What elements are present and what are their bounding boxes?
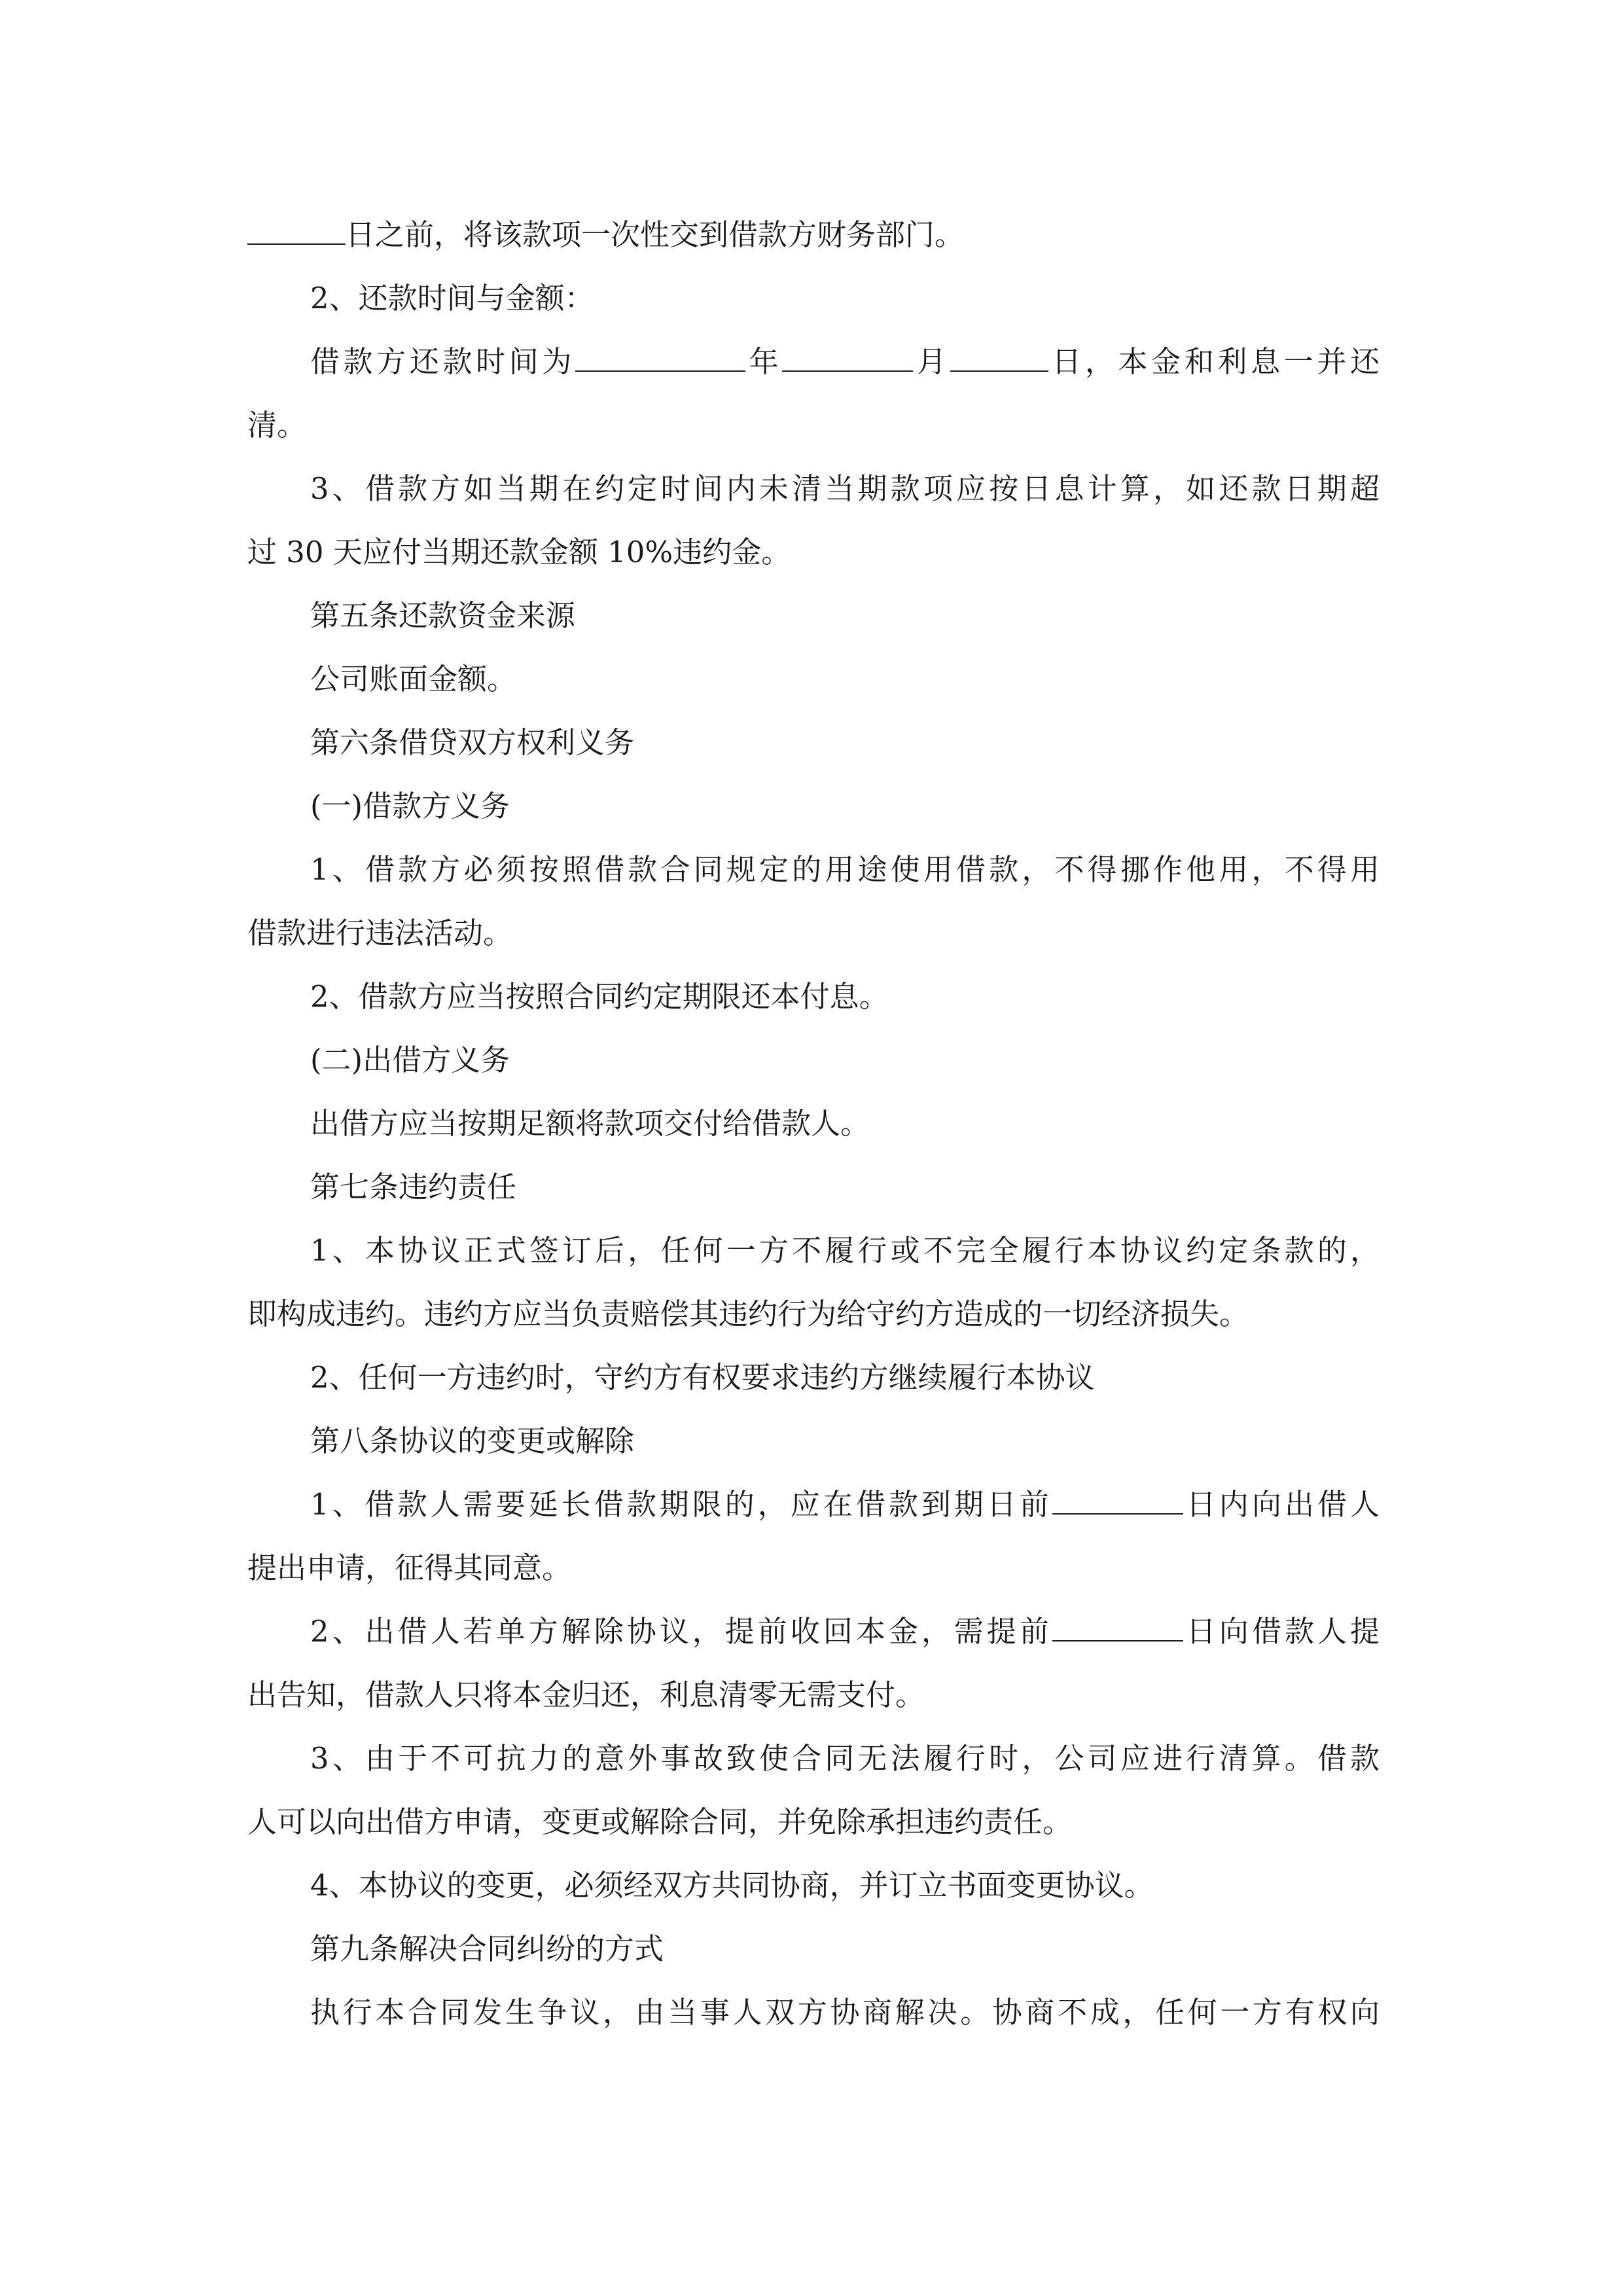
article-heading: 第六条借贷双方权利义务 (310, 725, 635, 760)
contract-body (247, 203, 1380, 2044)
paragraph-line: 4、本协议的变更，必须经双方共同协商，并订立书面变更协议。 (310, 1868, 1154, 1903)
paragraph-line: 1、借款方必须按照借款合同规定的用途使用借款，不得挪作他用，不得用 (310, 852, 1380, 887)
paragraph-line: 1、本协议正式签订后，任何一方不履行或不完全履行本协议约定条款的， (310, 1233, 1380, 1268)
paragraph-line: 清。 (247, 408, 307, 442)
paragraph-line: 3、借款方如当期在约定时间内未清当期款项应按日息计算，如还款日期超 (310, 471, 1380, 506)
year-blank (575, 336, 745, 372)
paragraph-line: 日之前，将该款项一次性交到借款方财务部门。 (247, 203, 1380, 266)
paragraph-line: 借款方还款时间为 年 月 日，本金和利息一并还 (247, 330, 1380, 393)
article-heading: 第七条违约责任 (310, 1170, 517, 1204)
paragraph-line: 3、由于不可抗力的意外事故致使合同无法履行时，公司应进行清算。借款 (310, 1741, 1380, 1776)
article-heading: 第五条还款资金来源 (310, 598, 576, 633)
article-heading: 第九条解决合同纠纷的方式 (310, 1931, 664, 1966)
paragraph-line: 出借方应当按期足额将款项交付给借款人。 (310, 1106, 870, 1141)
paragraph-line: 执行本合同发生争议，由当事人双方协商解决。协商不成，任何一方有权向 (310, 1995, 1380, 2030)
paragraph-line: 2、借款方应当按照合同约定期限还本付息。 (310, 979, 889, 1014)
paragraph-line: 即构成违约。违约方应当负责赔偿其违约行为给守约方造成的一切经济损失。 (247, 1297, 1249, 1331)
fill-blank (1052, 1479, 1183, 1515)
fill-blank (1052, 1606, 1183, 1641)
paragraph-line: 2、出借人若单方解除协议，提前收回本金，需提前 日向借款人提 (247, 1600, 1380, 1663)
paragraph-line: 借款进行违法活动。 (247, 916, 513, 950)
article-heading: 第八条协议的变更或解除 (310, 1424, 635, 1458)
paragraph-line: 过 30 天应付当期还款金额 10%违约金。 (247, 535, 791, 569)
day-blank (950, 336, 1048, 372)
section-heading: (二)出借方义务 (310, 1043, 510, 1077)
month-blank (782, 336, 913, 372)
paragraph-line: 2、任何一方违约时，守约方有权要求违约方继续履行本协议 (310, 1360, 1095, 1395)
paragraph-line: 出告知，借款人只将本金归还，利息清零无需支付。 (247, 1677, 925, 1712)
paragraph-line: 公司账面金额。 (310, 662, 517, 696)
paragraph-line: 提出申请，征得其同意。 (247, 1551, 572, 1585)
section-heading: (一)借款方义务 (310, 789, 510, 823)
paragraph-line: 1、借款人需要延长借款期限的，应在借款到期日前 日内向出借人 (247, 1473, 1380, 1536)
paragraph-line: 人可以向出借方申请，变更或解除合同，并免除承担违约责任。 (247, 1804, 1073, 1839)
fill-blank (247, 209, 346, 245)
clause-heading: 2、还款时间与金额： (310, 281, 594, 315)
